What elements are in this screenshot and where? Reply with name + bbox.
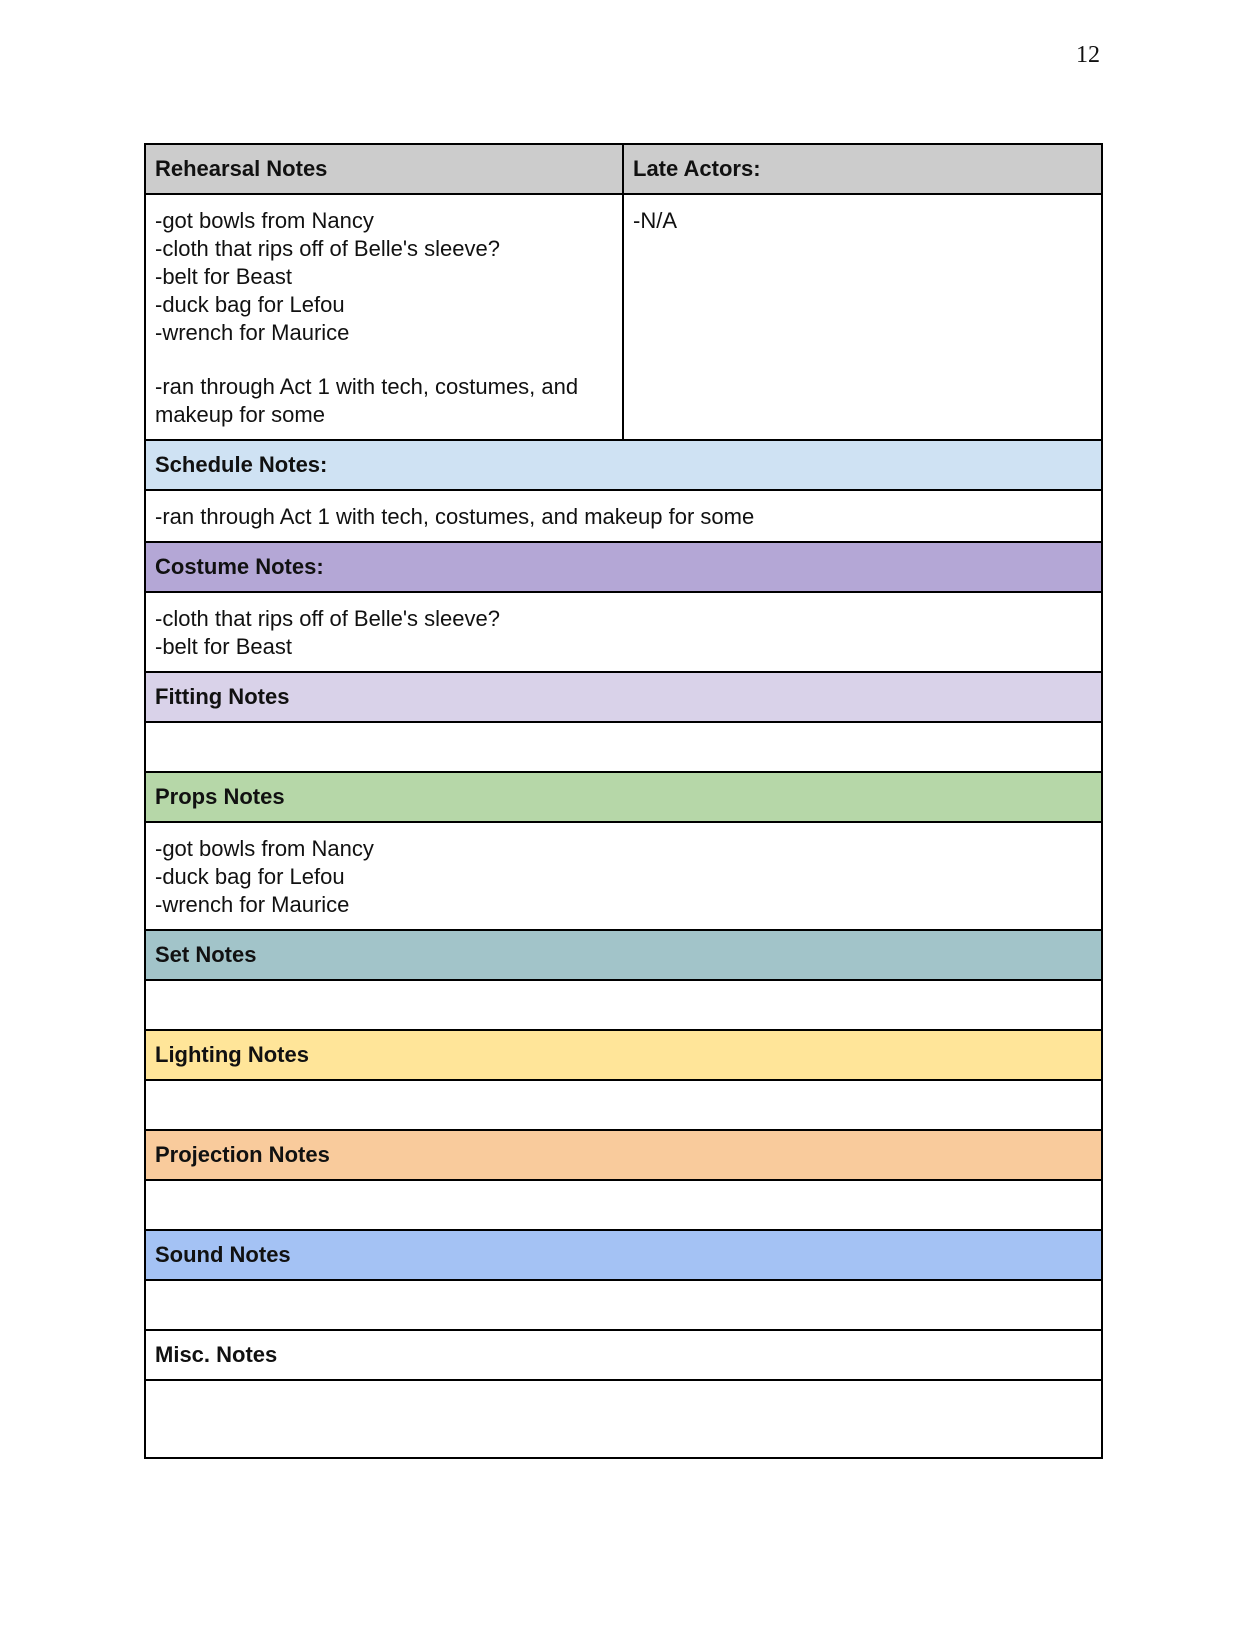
late-actors-cell	[623, 194, 1102, 440]
set-notes-heading: Set Notes	[145, 930, 1102, 980]
props-note-line: -wrench for Maurice	[155, 892, 350, 917]
schedule-note-line: -ran through Act 1 with tech, costumes, and makeup for some	[155, 504, 755, 529]
schedule-header-row	[145, 440, 1102, 490]
spacer	[155, 347, 613, 373]
rehearsal-body-row	[145, 194, 1102, 440]
sound-header-row	[145, 1230, 1102, 1280]
props-note-line: -got bowls from Nancy	[155, 836, 374, 861]
rehearsal-report-table	[144, 143, 1103, 1459]
misc-notes-heading: Misc. Notes	[145, 1330, 1102, 1380]
rehearsal-note-extra: -ran through Act 1 with tech, costumes, and makeup for some	[155, 374, 579, 427]
set-notes-cell	[145, 980, 1102, 1030]
schedule-notes-heading: Schedule Notes:	[145, 440, 1102, 490]
costume-note-line: -cloth that rips off of Belle's sleeve?	[155, 606, 500, 631]
misc-body-row	[145, 1380, 1102, 1458]
props-notes-cell	[145, 822, 1102, 930]
rehearsal-note-line: -got bowls from Nancy	[155, 208, 374, 233]
rehearsal-note-line: -wrench for Maurice	[155, 320, 350, 345]
projection-header-row	[145, 1130, 1102, 1180]
misc-header-row	[145, 1330, 1102, 1380]
late-actors-value: -N/A	[633, 208, 677, 233]
costume-note-line: -belt for Beast	[155, 634, 292, 659]
lighting-header-row	[145, 1030, 1102, 1080]
projection-notes-cell	[145, 1180, 1102, 1230]
props-note-line: -duck bag for Lefou	[155, 864, 345, 889]
rehearsal-note-line: -cloth that rips off of Belle's sleeve?	[155, 236, 500, 261]
misc-notes-cell	[145, 1380, 1102, 1458]
lighting-body-row	[145, 1080, 1102, 1130]
costume-header-row	[145, 542, 1102, 592]
rehearsal-note-line: -belt for Beast	[155, 264, 292, 289]
late-actors-heading: Late Actors:	[623, 144, 1102, 194]
sound-notes-cell	[145, 1280, 1102, 1330]
schedule-body-row	[145, 490, 1102, 542]
fitting-notes-heading: Fitting Notes	[145, 672, 1102, 722]
set-body-row	[145, 980, 1102, 1030]
costume-body-row	[145, 592, 1102, 672]
props-body-row	[145, 822, 1102, 930]
rehearsal-note-line: -duck bag for Lefou	[155, 292, 345, 317]
schedule-notes-cell	[145, 490, 1102, 542]
set-header-row	[145, 930, 1102, 980]
props-header-row	[145, 772, 1102, 822]
sound-notes-heading: Sound Notes	[145, 1230, 1102, 1280]
costume-notes-cell	[145, 592, 1102, 672]
fitting-notes-cell	[145, 722, 1102, 772]
rehearsal-notes-cell	[145, 194, 623, 440]
costume-notes-heading: Costume Notes:	[145, 542, 1102, 592]
lighting-notes-heading: Lighting Notes	[145, 1030, 1102, 1080]
projection-notes-heading: Projection Notes	[145, 1130, 1102, 1180]
lighting-notes-cell	[145, 1080, 1102, 1130]
props-notes-heading: Props Notes	[145, 772, 1102, 822]
projection-body-row	[145, 1180, 1102, 1230]
page-number: 12	[1076, 42, 1100, 68]
rehearsal-notes-heading: Rehearsal Notes	[145, 144, 623, 194]
sound-body-row	[145, 1280, 1102, 1330]
fitting-body-row	[145, 722, 1102, 772]
rehearsal-header-row	[145, 144, 1102, 194]
fitting-header-row	[145, 672, 1102, 722]
